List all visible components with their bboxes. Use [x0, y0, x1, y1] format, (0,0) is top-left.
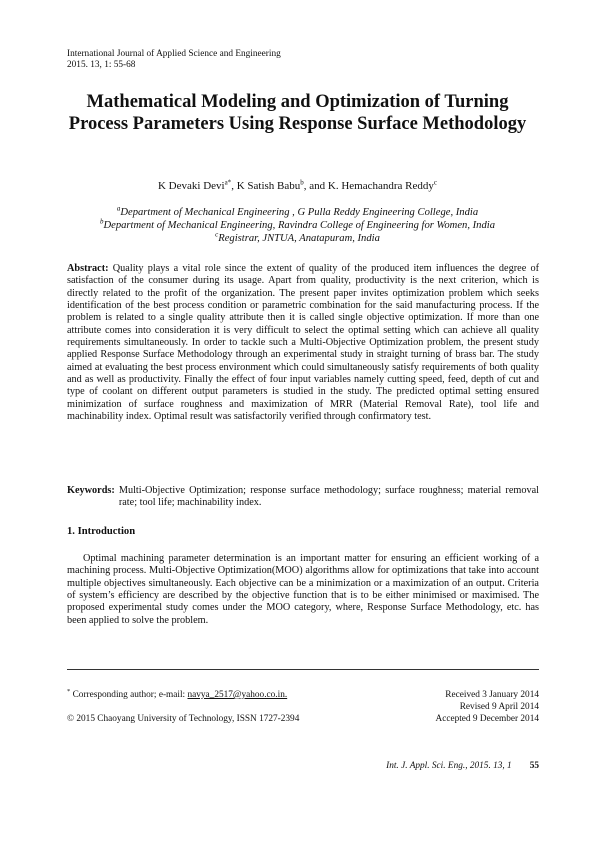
affiliation-marker: a [116, 204, 121, 213]
author-3: K. Hemachandra Reddy [327, 180, 434, 192]
affiliation-marker: c [215, 230, 219, 239]
article-dates [435, 689, 539, 725]
keywords-text: Multi-Objective Optimization; response surface methodology; surface roughness; material removal rate; tool life; machinability index. [118, 485, 539, 509]
affiliation-text: Registrar, JNTUA, Anatapuram, India [218, 233, 380, 244]
author-3-affil: c [433, 178, 437, 187]
keywords [67, 485, 539, 510]
journal-name: International Journal of Applied Science and Engineering [67, 49, 281, 59]
page-number: 55 [529, 761, 539, 771]
affiliation-b [60, 219, 535, 232]
affiliation-text: Department of Mechanical Engineering, Ravindra College of Engineering for Women, India [103, 220, 495, 231]
corresponding-author-footnote [67, 689, 287, 701]
abstract [67, 263, 539, 423]
introduction-paragraph: Optimal machining parameter determination is an important matter for ensuring an efficient working of a machining process. Multi-Objective Optimization(MOO) algorithms allow for optimizations that take into account multiple objectives simultaneously. Each objective can be a minimization or a maximization of an output. Criteria of system’s efficiency are described by the objective function that is to be either minimised or maximised. The proposed experimental study comes under the MOO category, where, Response Surface Methodology, etc. has been applied to solve the problem. [67, 553, 539, 626]
email-link[interactable]: navya_2517@yahoo.co.in. [187, 690, 288, 700]
abstract-label: Abstract: [67, 263, 109, 274]
author-2-affil: b [300, 178, 304, 187]
running-reference: Int. J. Appl. Sci. Eng., 2015. 13, 1 [386, 761, 512, 771]
affiliations [60, 206, 535, 245]
author-1-affil: a* [224, 178, 232, 187]
journal-issue: 2015. 13, 1: 55-68 [67, 60, 136, 70]
author-sep: , [231, 180, 237, 192]
author-sep: , and [303, 180, 328, 192]
keywords-label: Keywords: [67, 485, 115, 496]
accepted-date: Accepted 9 December 2014 [435, 714, 539, 724]
paper-title: Mathematical Modeling and Optimization of Turning Process Parameters Using Response Surface Methodology [68, 92, 527, 134]
section-heading-introduction: 1. Introduction [67, 526, 136, 537]
author-line [60, 180, 535, 193]
received-date: Received 3 January 2014 [445, 690, 539, 700]
revised-date: Revised 9 April 2014 [459, 702, 539, 712]
affiliation-a [60, 206, 535, 219]
copyright-notice: © 2015 Chaoyang University of Technology, ISSN 1727-2394 [67, 714, 300, 724]
author-2: K Satish Babu [236, 180, 301, 192]
affiliation-c [60, 232, 535, 245]
footnote-divider [67, 669, 539, 670]
affiliation-text: Department of Mechanical Engineering , G Pulla Reddy Engineering College, India [120, 207, 479, 218]
running-footer [386, 761, 539, 771]
journal-header [67, 49, 281, 71]
footnote-text: Corresponding author; e-mail: [70, 690, 188, 700]
footnote-marker: * [67, 687, 71, 695]
affiliation-marker: b [99, 217, 104, 226]
abstract-text: Quality plays a vital role since the extent of quality of the produced item influences the degree of satisfaction of the consumer during its usage. Apart from quality, productivity is the next criterion, which is directly related to the profit of the organization. The present paper invites optimization problem which seeks identification of the best process condition or parametric combination for the said manufacturing process. If the problem is related to a single quality attribute then it is called single objective optimization. If more than one attribute comes into consideration it is very difficult to select the optimal setting which can achieve all quality requirements simultaneously. In order to tackle such a Multi-Objective Optimization problem, the present study applied Response Surface Methodology through an experimental study in straight turning of brass bar. The study aimed at evaluating the best process environment which could simultaneously satisfy requirements of both quality and as well as productivity. Finally the effect of four input variables namely cutting speed, feed, depth of cut and type of coolant on different output parameters is studied in the study. The predicted optimal setting ensured minimization of surface roughness and maximization of MRR (Material Removal Rate), tool life and machinability index. Optimal result was satisfactorily verified through confirmatory test. [67, 263, 539, 423]
author-1: K Devaki Devi [157, 180, 225, 192]
